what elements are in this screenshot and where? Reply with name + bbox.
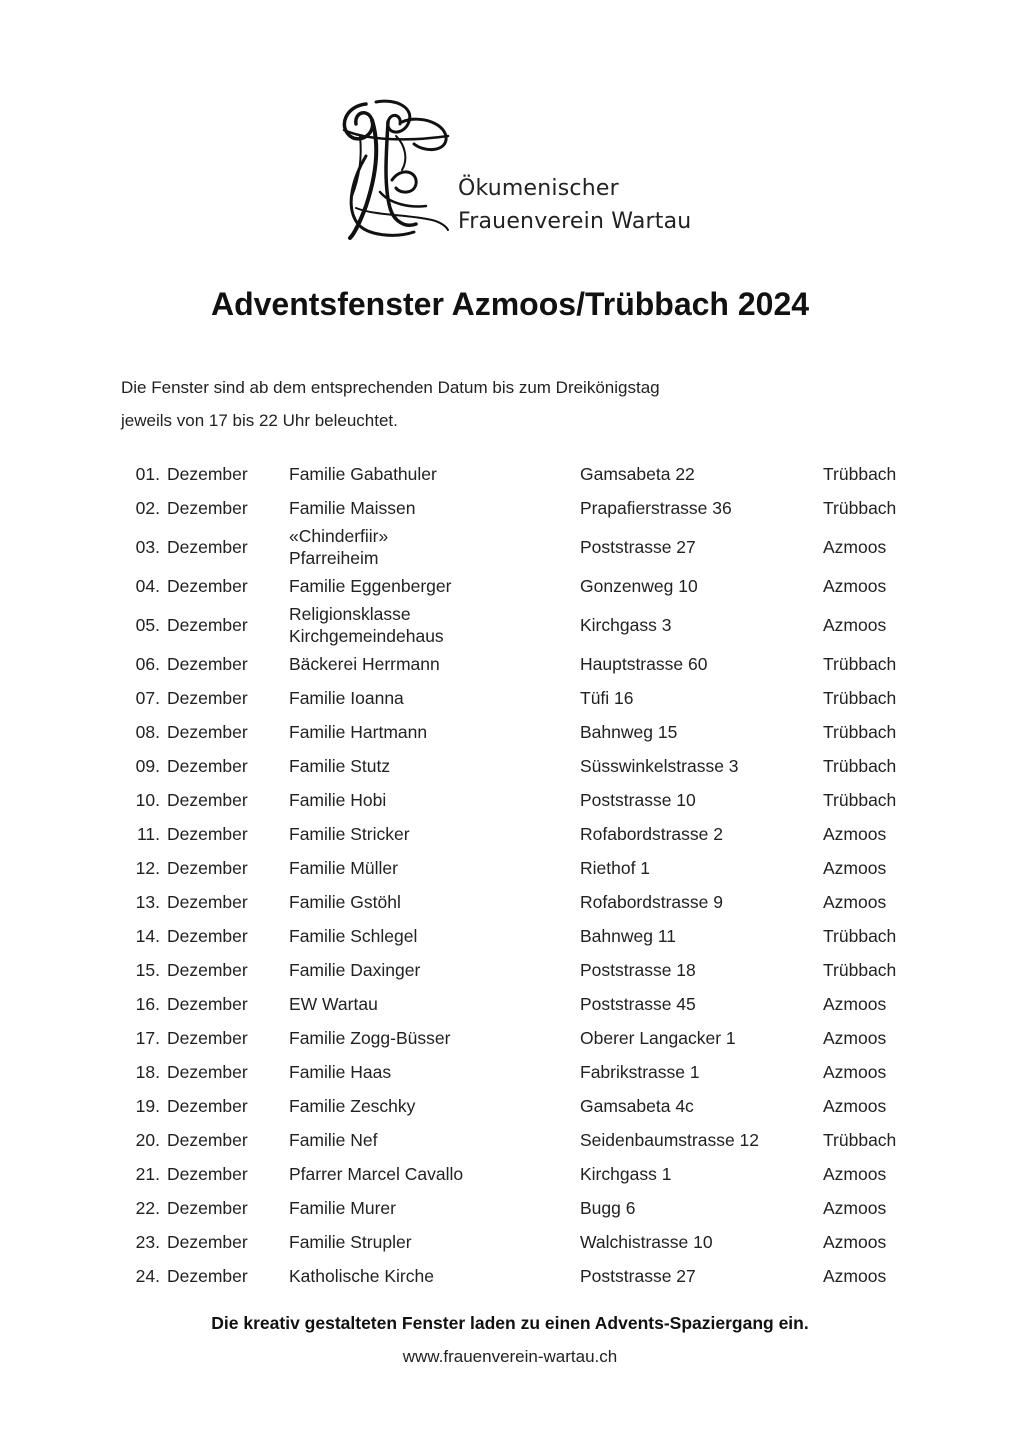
table-row <box>121 885 921 919</box>
address: Kirchgass 1 <box>580 1164 672 1184</box>
address: Poststrasse 18 <box>580 960 696 980</box>
place: Azmoos <box>823 824 887 844</box>
month: Dezember <box>167 576 248 596</box>
month: Dezember <box>167 722 248 742</box>
month: Dezember <box>167 464 248 484</box>
host: Familie Schlegel <box>289 926 418 946</box>
month: Dezember <box>167 960 248 980</box>
month: Dezember <box>167 790 248 810</box>
table-row <box>121 1225 921 1259</box>
logo <box>336 96 696 246</box>
day-number: 24. <box>135 1266 160 1286</box>
month: Dezember <box>167 858 248 878</box>
table-row <box>121 647 921 681</box>
day-number: 15. <box>135 960 160 980</box>
host: Familie Gabathuler <box>289 464 437 484</box>
footer-note: Die kreativ gestalteten Fenster laden zu einen Advents-Spaziergang ein. <box>211 1313 809 1333</box>
address: Süsswinkelstrasse 3 <box>580 756 739 776</box>
day-number: 19. <box>135 1096 160 1116</box>
day-number: 18. <box>135 1062 160 1082</box>
intro-line-2: jeweils von 17 bis 22 Uhr beleuchtet. <box>121 411 398 430</box>
place: Azmoos <box>823 1198 887 1218</box>
host-line-2: Kirchgemeindehaus <box>289 626 444 646</box>
place: Trübbach <box>823 722 897 742</box>
logo-line-2: Frauenverein Wartau <box>458 209 692 234</box>
table-row <box>121 817 921 851</box>
day-number: 09. <box>135 756 160 776</box>
day-number: 22. <box>135 1198 160 1218</box>
month: Dezember <box>167 824 248 844</box>
address: Tüfi 16 <box>580 688 634 708</box>
month: Dezember <box>167 1062 248 1082</box>
month: Dezember <box>167 1096 248 1116</box>
host: Familie Strupler <box>289 1232 412 1252</box>
month: Dezember <box>167 1130 248 1150</box>
host: Familie Stutz <box>289 756 391 776</box>
table-row <box>121 953 921 987</box>
address: Poststrasse 27 <box>580 1266 696 1286</box>
month: Dezember <box>167 654 248 674</box>
day-number: 10. <box>135 790 160 810</box>
table-row <box>121 569 921 603</box>
day-number: 05. <box>135 615 160 635</box>
table-row <box>121 783 921 817</box>
address: Riethof 1 <box>580 858 651 878</box>
table-row <box>121 1157 921 1191</box>
day-number: 13. <box>135 892 160 912</box>
host: Familie Daxinger <box>289 960 421 980</box>
table-row <box>121 987 921 1021</box>
address: Hauptstrasse 60 <box>580 654 708 674</box>
table-row <box>121 1021 921 1055</box>
host-line-1: Religionsklasse <box>289 604 411 624</box>
host: Bäckerei Herrmann <box>289 654 440 674</box>
schedule-body <box>121 457 921 1293</box>
place: Azmoos <box>823 537 887 557</box>
host-line-1: «Chinderfiir» <box>289 526 389 546</box>
day-number: 16. <box>135 994 160 1014</box>
month: Dezember <box>167 926 248 946</box>
day-number: 20. <box>135 1130 160 1150</box>
table-row <box>121 1055 921 1089</box>
table-row <box>121 919 921 953</box>
table-row <box>121 1191 921 1225</box>
host: Familie Maissen <box>289 498 416 518</box>
place: Trübbach <box>823 960 897 980</box>
table-row <box>121 851 921 885</box>
place: Azmoos <box>823 1028 887 1048</box>
place: Azmoos <box>823 615 887 635</box>
day-number: 17. <box>135 1028 160 1048</box>
host: Familie Haas <box>289 1062 392 1082</box>
intro-text <box>121 371 921 437</box>
table-row <box>121 491 921 525</box>
table-row <box>121 603 921 647</box>
host: Familie Gstöhl <box>289 892 401 912</box>
host: Familie Hobi <box>289 790 387 810</box>
table-row <box>121 525 921 569</box>
host: EW Wartau <box>289 994 378 1014</box>
table-row <box>121 1259 921 1293</box>
intro-line-1: Die Fenster sind ab dem entsprechenden Datum bis zum Dreikönigstag <box>121 378 660 397</box>
place: Azmoos <box>823 1266 887 1286</box>
angel-logo-icon <box>336 96 456 244</box>
table-row <box>121 457 921 491</box>
month: Dezember <box>167 688 248 708</box>
address: Bahnweg 11 <box>580 926 677 946</box>
month: Dezember <box>167 615 248 635</box>
logo-line-1: Ökumenischer <box>458 176 619 201</box>
place: Trübbach <box>823 1130 897 1150</box>
host: Pfarrer Marcel Cavallo <box>289 1164 464 1184</box>
host: Familie Stricker <box>289 824 410 844</box>
table-row <box>121 1089 921 1123</box>
day-number: 11. <box>136 824 160 844</box>
month: Dezember <box>167 498 248 518</box>
address: Gonzenweg 10 <box>580 576 698 596</box>
month: Dezember <box>167 1164 248 1184</box>
host: Familie Nef <box>289 1130 378 1150</box>
place: Azmoos <box>823 1164 887 1184</box>
day-number: 23. <box>135 1232 160 1252</box>
month: Dezember <box>167 1198 248 1218</box>
month: Dezember <box>167 537 248 557</box>
month: Dezember <box>167 756 248 776</box>
address: Poststrasse 27 <box>580 537 696 557</box>
address: Seidenbaumstrasse 12 <box>580 1130 759 1150</box>
host: Katholische Kirche <box>289 1266 434 1286</box>
day-number: 07. <box>135 688 160 708</box>
place: Trübbach <box>823 756 897 776</box>
place: Trübbach <box>823 498 897 518</box>
month: Dezember <box>167 1028 248 1048</box>
month: Dezember <box>167 892 248 912</box>
place: Trübbach <box>823 926 897 946</box>
address: Bahnweg 15 <box>580 722 678 742</box>
month: Dezember <box>167 1232 248 1252</box>
day-number: 03. <box>135 537 160 557</box>
table-row <box>121 681 921 715</box>
schedule-table <box>121 457 921 1293</box>
day-number: 14. <box>135 926 160 946</box>
host: Familie Hartmann <box>289 722 428 742</box>
host <box>289 525 580 569</box>
day-number: 02. <box>135 498 160 518</box>
place: Azmoos <box>823 1062 887 1082</box>
host: Familie Zogg-Büsser <box>289 1028 451 1048</box>
host <box>289 603 580 647</box>
place: Azmoos <box>823 1232 887 1252</box>
month: Dezember <box>167 994 248 1014</box>
place: Azmoos <box>823 892 887 912</box>
host: Familie Ioanna <box>289 688 404 708</box>
page-title: Adventsfenster Azmoos/Trübbach 2024 <box>210 286 810 322</box>
address: Prapafierstrasse 36 <box>580 498 732 518</box>
address: Rofabordstrasse 9 <box>580 892 723 912</box>
host: Familie Murer <box>289 1198 396 1218</box>
place: Azmoos <box>823 1096 887 1116</box>
place: Azmoos <box>823 576 887 596</box>
logo-wordmark <box>458 172 691 238</box>
month: Dezember <box>167 1266 248 1286</box>
address: Poststrasse 45 <box>580 994 696 1014</box>
address: Poststrasse 10 <box>580 790 696 810</box>
place: Trübbach <box>823 790 897 810</box>
address: Gamsabeta 22 <box>580 464 695 484</box>
address: Walchistrasse 10 <box>580 1232 713 1252</box>
address: Fabrikstrasse 1 <box>580 1062 700 1082</box>
place: Trübbach <box>823 654 897 674</box>
day-number: 21. <box>135 1164 160 1184</box>
day-number: 12. <box>135 858 160 878</box>
place: Trübbach <box>823 464 897 484</box>
address: Gamsabeta 4c <box>580 1096 694 1116</box>
table-row <box>121 715 921 749</box>
place: Trübbach <box>823 688 897 708</box>
website-link[interactable]: www.frauenverein-wartau.ch <box>402 1347 618 1366</box>
host: Familie Zeschky <box>289 1096 416 1116</box>
day-number: 04. <box>135 576 160 596</box>
address: Rofabordstrasse 2 <box>580 824 723 844</box>
address: Bugg 6 <box>580 1198 636 1218</box>
day-number: 08. <box>135 722 160 742</box>
day-number: 01. <box>135 464 160 484</box>
day-number: 06. <box>135 654 160 674</box>
address: Kirchgass 3 <box>580 615 672 635</box>
place: Azmoos <box>823 858 887 878</box>
host: Familie Müller <box>289 858 398 878</box>
host-line-2: Pfarreiheim <box>289 548 379 568</box>
place: Azmoos <box>823 994 887 1014</box>
host: Familie Eggenberger <box>289 576 452 596</box>
table-row <box>121 1123 921 1157</box>
address: Oberer Langacker 1 <box>580 1028 736 1048</box>
table-row <box>121 749 921 783</box>
